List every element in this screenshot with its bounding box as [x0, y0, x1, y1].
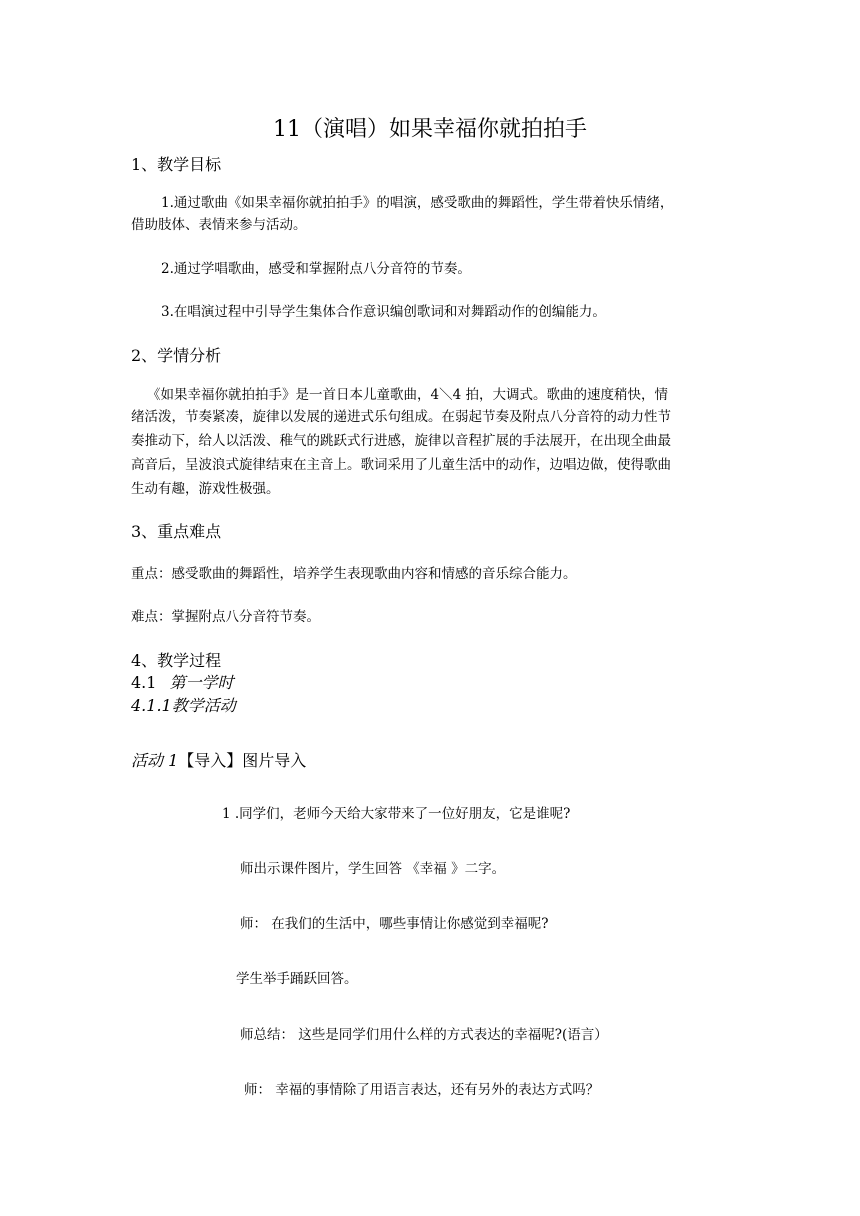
- dialog-line-3: 师： 在我们的生活中，哪些事情让你感觉到幸福呢?: [240, 916, 549, 932]
- objective-2: 2.通过学唱歌曲，感受和掌握附点八分音符的节奏。: [161, 261, 471, 277]
- dialog-line-4: 学生举手踊跃回答。: [236, 971, 358, 987]
- section-heading-objectives: 1、教学目标: [131, 155, 222, 174]
- analysis-line-5: 生动有趣，游戏性极强。: [131, 481, 280, 497]
- section-heading-analysis: 2、学情分析: [131, 346, 222, 365]
- dialog-line-6: 师： 幸福的事情除了用语言表达，还有另外的表达方式吗？: [244, 1082, 600, 1098]
- section-heading-process: 4、教学过程: [131, 651, 222, 670]
- section-heading-key-points: 3、重点难点: [131, 522, 222, 541]
- objective-1-line-2: 借助肢体、表情来参与活动。: [131, 217, 307, 233]
- subsection-teaching-activities: 4.1.1教学活动: [131, 696, 236, 715]
- subsection-number: 4.1: [131, 673, 157, 692]
- dialog-line-5: 师总结： 这些是同学们用什么样的方式表达的幸福呢?(语言）: [240, 1027, 608, 1043]
- key-point: 重点：感受歌曲的舞蹈性，培养学生表现歌曲内容和情感的音乐综合能力。: [131, 566, 577, 582]
- activity-number: 活动 1: [131, 751, 179, 770]
- difficulty-point: 难点：掌握附点八分音符节奏。: [131, 609, 320, 625]
- analysis-line-2: 绪活泼，节奏紧凑，旋律以发展的递进式乐句组成。在弱起节奏及附点八分音符的动力性节: [131, 409, 671, 425]
- subsection-first-lesson: [131, 670, 234, 693]
- dialog-line-2: 师出示课件图片，学生回答 《幸福 》二字。: [240, 861, 506, 877]
- analysis-line-3: 奏推动下，给人以活泼、稚气的跳跃式行进感，旋律以音程扩展的手法展开，在出现全曲最: [131, 433, 671, 449]
- page-title: 11（演唱）如果幸福你就拍拍手: [273, 117, 587, 142]
- objective-3: 3.在唱演过程中引导学生集体合作意识编创歌词和对舞蹈动作的创编能力。: [161, 304, 606, 320]
- subsection-label: 第一学时: [169, 673, 234, 692]
- analysis-line-1: 《如果幸福你就拍拍手》是一首日本儿童歌曲，4＼4 拍，大调式。歌曲的速度稍快，情: [147, 387, 668, 403]
- dialog-line-1: 1 .同学们，老师今天给大家带来了一位好朋友，它是谁呢?: [222, 806, 571, 822]
- objective-1-line-1: 1.通过歌曲《如果幸福你就拍拍手》的唱演，感受歌曲的舞蹈性，学生带着快乐情绪，: [161, 195, 674, 211]
- activity-title: 【导入】图片导入: [178, 751, 307, 770]
- analysis-line-4: 高音后，呈波浪式旋律结束在主音上。歌词采用了儿童生活中的动作，边唱边做，使得歌曲: [131, 457, 671, 473]
- activity-heading: [131, 748, 306, 771]
